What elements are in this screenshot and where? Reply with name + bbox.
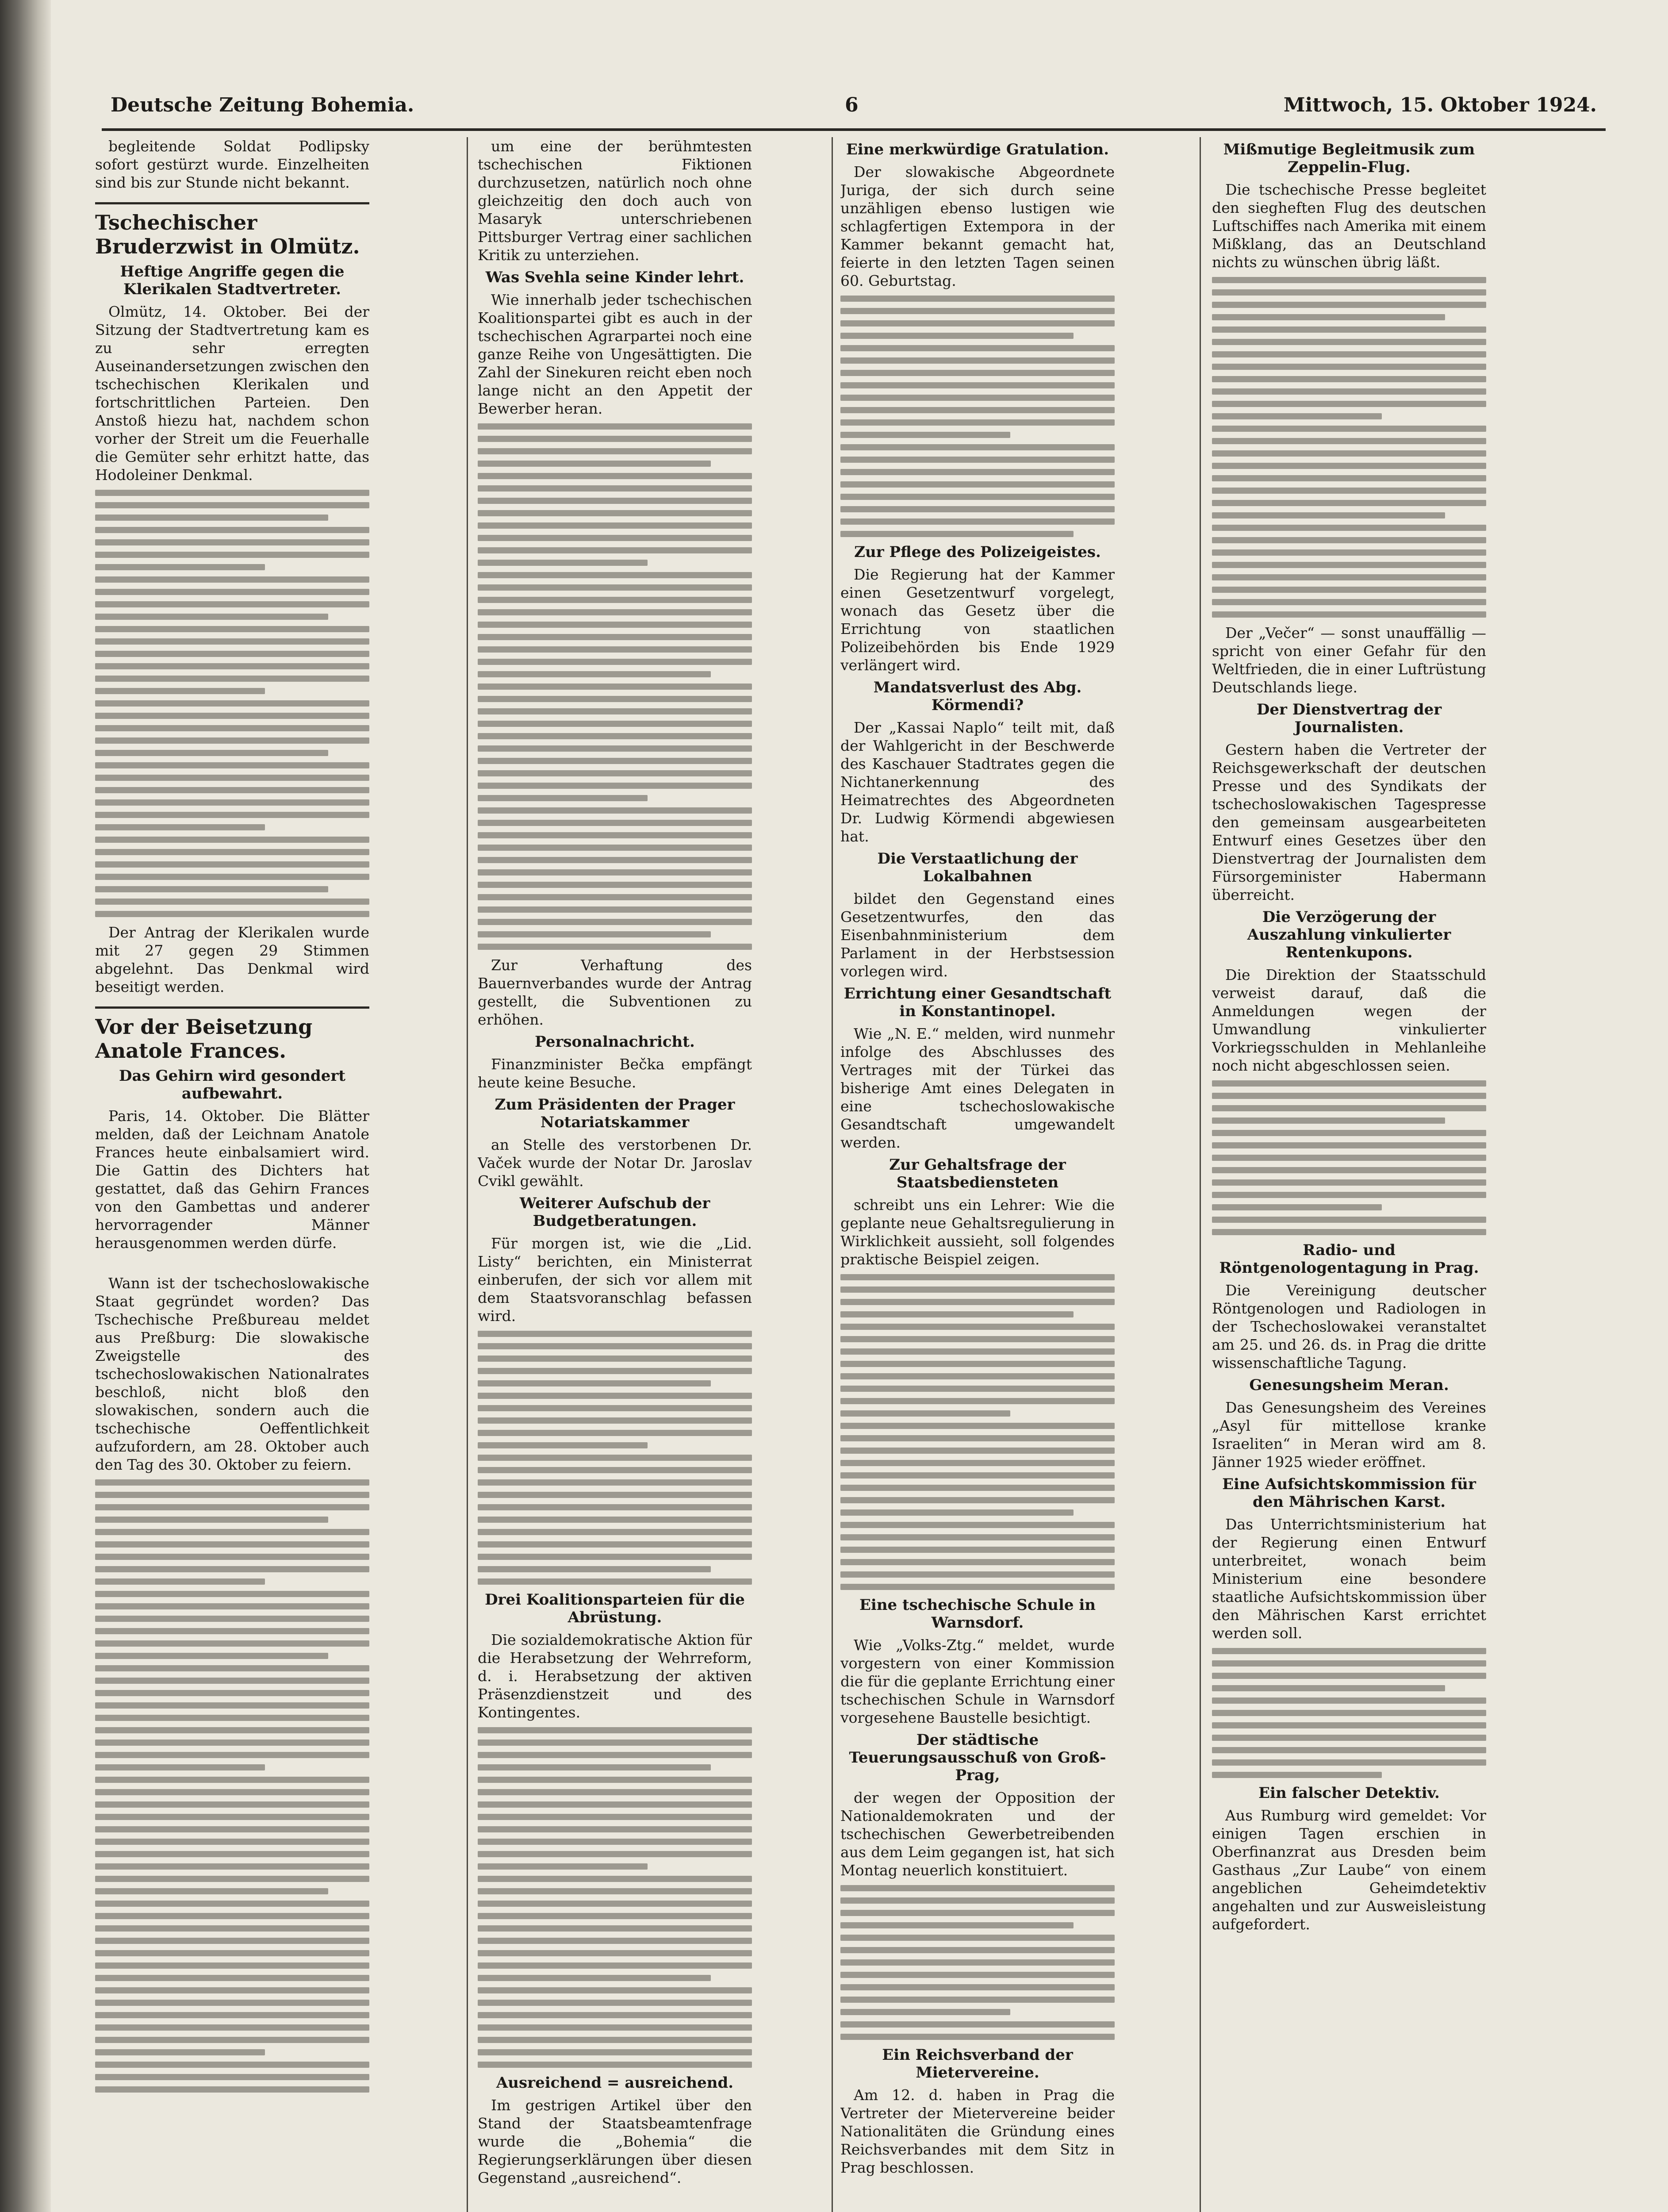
spacer [95,1256,369,1274]
headline-gehaltsfrage: Zur Gehaltsfrage der Staatsbediensteten [889,1156,1066,1191]
article-paragraph: Im gestrigen Artikel über den Stand der Staatsbeamtenfrage wurde die „Bohemia“ die Regierungserklärungen über diesen Gegenstand „ausreichend“. [478,2097,752,2186]
article-paragraph: Wie „N. E.“ melden, wird nunmehr infolge des Abschlusses des Vertrages mit der Türkei das bisherige Amt eines Delegaten in eine tschechoslowakische Gesandtschaft umgewandelt werden. [840,1025,1115,1151]
article-paragraph: Am 12. d. haben in Prag die Vertreter der Mietervereine beider Nationalitäten die Gründung eines Reichsverbandes mit dem Sitz in Prag beschlossen. [840,2086,1115,2176]
page-binding-shadow [0,0,51,2212]
illegible-text-block [478,1331,752,1585]
headline-teuerungsausschuss: Der städtische Teuerungsausschuß von Groß-Prag, [849,1731,1106,1784]
article-paragraph: Aus Rumburg wird gemeldet: Vor einigen Tagen erschien in Oberfinanzrat aus Dresden beim Gasthaus „Zur Laube“ von einem angeblichen Geheimdetektiv angehalten und zur Ausweisleistung aufgefordert. [1212,1807,1486,1933]
headline-roentgen: Radio- und Röntgenologentagung in Prag. [1219,1241,1479,1277]
column-1 [95,137,369,2212]
article-paragraph: Der slowakische Abgeordnete Juriga, der sich durch seine unzähligen ebenso lustigen wie schlagfertigen Extempora in der Kammer bekannt gemacht hat, feierte in den letzten Tagen seinen 60. Geburtstag. [840,163,1115,289]
article-paragraph: Die tschechische Presse begleitet den siegheften Flug des deutschen Luftschiffes nach Amerika mit einem Mißklang, das an Deutschland nichts zu wünschen übrig läßt. [1212,181,1486,271]
article-paragraph: Für morgen ist, wie die „Lid. Listy“ berichten, ein Ministerrat einberufen, der sich vor allem mit dem Staatsvoranschlag befassen wird. [478,1235,752,1325]
article-paragraph: der wegen der Opposition der Nationaldemokraten und der tschechischen Gewerbetreibenden aus dem Leim gegangen ist, hat sich Montag neuerlich konstituiert. [840,1789,1115,1879]
headline-svehla: Was Svehla seine Kinder lehrt. [485,269,744,286]
article-paragraph: bildet den Gegenstand eines Gesetzentwurfes, den das Eisenbahnministerium dem Parlament in der Herbstsession vorlegen wird. [840,890,1115,980]
article-paragraph: Das Unterrichtsministerium hat der Regierung einen Entwurf unterbreitet, wonach beim Ministerium eine besondere staatliche Aufsichtskommission über den Mährischen Karst errichtet werden soll. [1212,1516,1486,1642]
article-paragraph: Olmütz, 14. Oktober. Bei der Sitzung der Stadtvertretung kam es zu sehr erregten Auseinandersetzungen zwischen den tschechischen Klerikalen und fortschrittlichen Parteien. Den Anstoß hiezu hat, nachdem schon vorher der Streit um die Feuerhalle die Gemüter sehr erhitzt hatte, das Hodoleiner Denkmal. [95,303,369,484]
article-paragraph: Wie innerhalb jeder tschechischen Koalitionspartei gibt es auch in der tschechischen Agrarpartei noch eine ganze Reihe von Ungesättigten. Die Zahl der Sinekuren reicht eben noch lange nicht an den Appetit der Bewerber heran. [478,291,752,417]
headline-polizeigeist: Zur Pflege des Polizeigeistes. [854,543,1101,561]
article-paragraph: Die Direktion der Staatsschuld verweist darauf, daß die Anmeldungen wegen der Umwandlung vinkulierter Vorkriegsschulden in Mehlanleihe noch nicht abgeschlossen seien. [1212,966,1486,1074]
illegible-text-block [478,423,752,950]
article-paragraph: Die Regierung hat der Kammer einen Gesetzentwurf vorgelegt, wonach das Gesetz über die Errichtung von staatlichen Polizeibehörden bis Ende 1929 verlängert wird. [840,566,1115,674]
column-4 [1212,137,1486,2212]
issue-date: Mittwoch, 15. Oktober 1924. [1283,94,1597,116]
illegible-text-block [840,1274,1115,1590]
illegible-text-block [95,1479,369,2093]
column-divider [832,137,833,2212]
headline-olmuetz: Tschechischer Bruderzwist in Olmütz. [95,202,369,258]
page-header [102,88,1606,119]
subheadline-anatole-france: Das Gehirn wird gesondert aufbewahrt. [119,1067,345,1102]
illegible-text-block [1212,1080,1486,1235]
headline-meran: Genesungsheim Meran. [1249,1376,1449,1394]
article-continuation: begleitende Soldat Podlipsky sofort gestürzt wurde. Einzelheiten sind bis zur Stunde nicht bekannt. [95,138,369,191]
headline-ausreichend: Ausreichend = ausreichend. [496,2074,734,2092]
header-rule [102,128,1606,131]
article-continuation: um eine der berühmtesten tschechischen Fiktionen durchzusetzen, natürlich noch ohne gleichzeitig den doch auch von Masaryk unterschriebenen Pittsburger Vertrag einer sachlichen Kritik zu unterziehen. [478,138,752,264]
headline-notariatskammer: Zum Präsidenten der Prager Notariatskammer [495,1096,735,1131]
headline-gesandtschaft: Errichtung einer Gesandtschaft in Konstantinopel. [844,985,1112,1020]
headline-gratulation: Eine merkwürdige Gratulation. [846,141,1109,158]
illegible-text-block [478,1727,752,2068]
illegible-text-block [840,1885,1115,2040]
headline-abruestung: Drei Koalitionsparteien für die Abrüstung. [485,1591,745,1626]
illegible-text-block [95,490,369,917]
headline-mietervereine: Ein Reichsverband der Mietervereine. [882,2046,1073,2081]
article-paragraph: Die sozialdemokratische Aktion für die Herabsetzung der Wehrreform, d. i. Herabsetzung der aktiven Präsenzdienstzeit und des Kontingentes. [478,1631,752,1721]
headline-budget: Weiterer Aufschub der Budgetberatungen. [519,1194,710,1230]
newspaper-name: Deutsche Zeitung Bohemia. [111,94,414,116]
article-paragraph: Zur Verhaftung des Bauernverbandes wurde der Antrag gestellt, die Subventionen zu erhöhen. [478,956,752,1028]
illegible-text-block [1212,1648,1486,1778]
article-paragraph: Wie „Volks-Ztg.“ meldet, wurde vorgestern von einer Kommission die für die geplante Errichtung einer tschechischen Schule in Warnsdorf vorgesehene Baustelle besichtigt. [840,1636,1115,1726]
headline-lokalbahnen: Die Verstaatlichung der Lokalbahnen [877,850,1078,885]
column-2 [478,137,752,2212]
article-paragraph: an Stelle des verstorbenen Dr. Vaček wurde der Notar Dr. Jaroslav Cvikl gewählt. [478,1136,752,1190]
column-divider [1200,137,1201,2212]
illegible-text-block [840,296,1115,537]
subheadline-olmuetz: Heftige Angriffe gegen die Klerikalen Stadtvertreter. [120,263,345,298]
headline-schule-warnsdorf: Eine tschechische Schule in Warnsdorf. [859,1596,1096,1632]
illegible-text-block [1212,277,1486,618]
article-paragraph: Das Genesungsheim des Vereines „Asyl für mittellose kranke Israeliten“ in Meran wird am 8. Jänner 1925 wieder eröffnet. [1212,1399,1486,1471]
article-paragraph: Finanzminister Bečka empfängt heute keine Besuche. [478,1056,752,1091]
headline-personal: Personalnachricht. [535,1033,695,1051]
column-3 [840,137,1115,2212]
column-divider [467,137,468,2212]
article-paragraph: Paris, 14. Oktober. Die Blätter melden, daß der Leichnam Anatole Frances heute einbalsamiert wird. Die Gattin des Dichters hat gestattet, daß das Gehirn Frances von den Gambettas und anderer hervorragender Männer herausgenommen werden dürfe. [95,1107,369,1252]
headline-maehrischer-karst: Eine Aufsichtskommission für den Mährischen Karst. [1222,1475,1476,1511]
headline-mandatsverlust: Mandatsverlust des Abg. Körmendi? [873,679,1082,714]
headline-journalisten: Der Dienstvertrag der Journalisten. [1256,701,1442,736]
article-paragraph: Gestern haben die Vertreter der Reichsgewerkschaft der deutschen Presse und des Syndikats der tschechoslowakischen Tagespresse den gemeinsam ausgearbeiteten Entwurf eines Gesetzes über den Dienstvertrag der Journalisten dem Fürsorgeminister Habermann überreicht. [1212,741,1486,903]
article-paragraph: Wann ist der tschechoslowakische Staat gegründet worden? Das Tschechische Preßbureau meldet aus Preßburg: Die slowakische Zweigstelle des tschechoslowakischen Nationalrates beschloß, nicht bloß den slowakischen, sondern auch die tschechische Oeffentlichkeit aufzufordern, am 28. Oktober auch den Tag des 30. Oktober zu feiern. [95,1275,369,1473]
headline-anatole-france: Vor der Beisetzung Anatole Frances. [95,1006,369,1063]
article-paragraph: Der „Večer“ — sonst unauffällig — spricht von einer Gefahr für den Weltfrieden, die in einer Luftrüstung Deutschlands liege. [1212,624,1486,696]
headline-falscher-detektiv: Ein falscher Detektiv. [1258,1784,1440,1802]
headline-rentenkupons: Die Verzögerung der Auszahlung vinkulierter Rentenkupons. [1247,908,1451,961]
article-paragraph: schreibt uns ein Lehrer: Wie die geplante neue Gehaltsregulierung in Wirklichkeit aussieht, soll folgendes praktische Beispiel zeigen. [840,1196,1115,1268]
article-paragraph: Der Antrag der Klerikalen wurde mit 27 gegen 29 Stimmen abgelehnt. Das Denkmal wird beseitigt werden. [95,924,369,995]
article-paragraph: Der „Kassai Naplo“ teilt mit, daß der Wahlgericht in der Beschwerde des Kaschauer Stadtrates gegen die Nichtanerkennung des Heimatrechtes des Abgeordneten Dr. Ludwig Körmendi abgewiesen hat. [840,719,1115,845]
headline-zeppelin: Mißmutige Begleitmusik zum Zeppelin-Flug. [1223,141,1475,176]
page-number: 6 [845,94,859,116]
article-paragraph: Die Vereinigung deutscher Röntgenologen und Radiologen in der Tschechoslowakei veranstaltet am 25. und 26. ds. in Prag die dritte wissenschaftliche Tagung. [1212,1282,1486,1371]
